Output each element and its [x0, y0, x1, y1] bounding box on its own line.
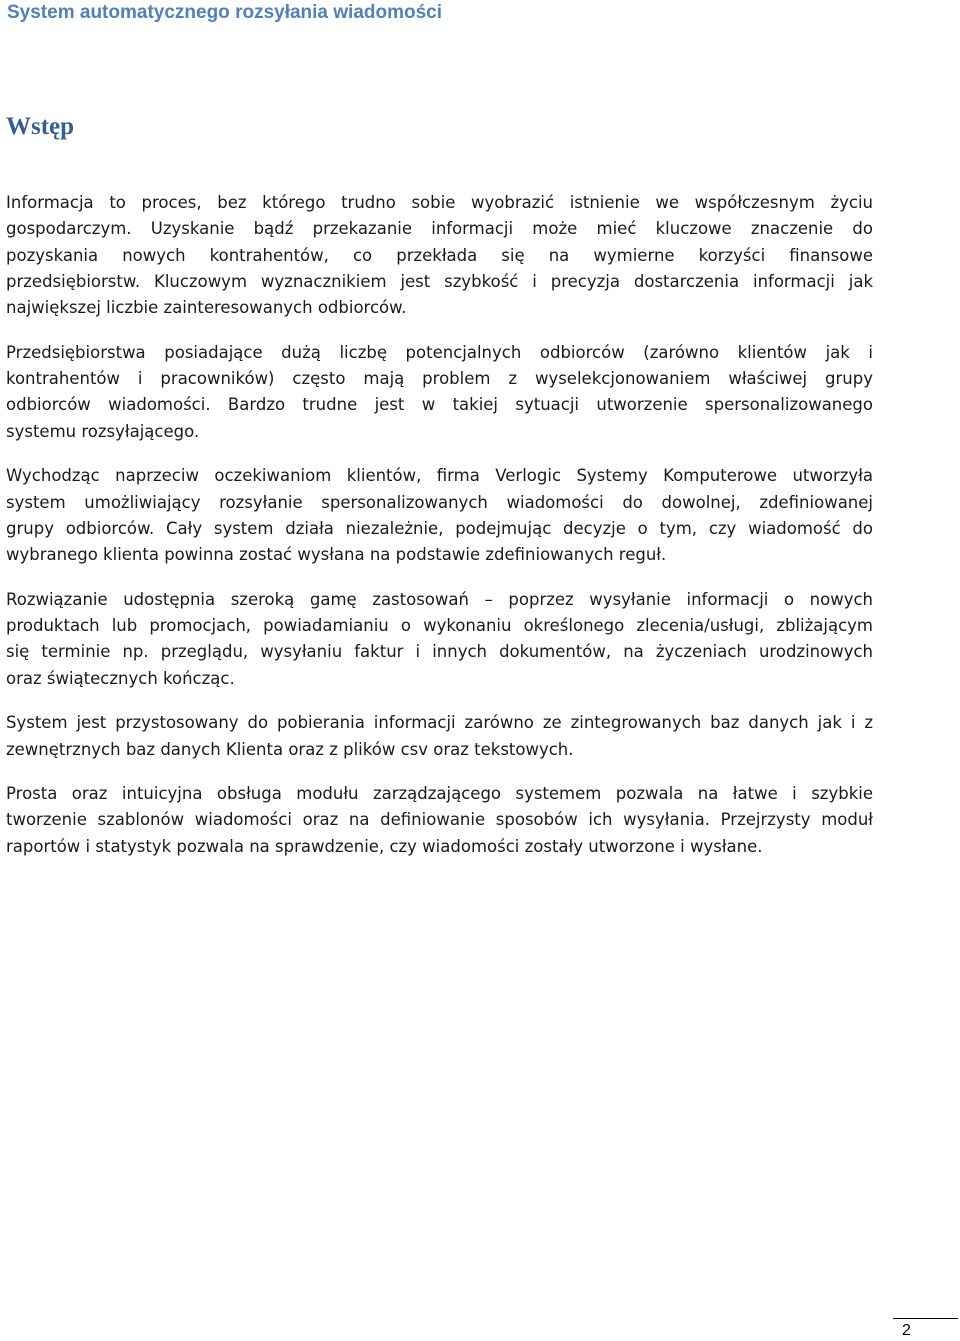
text-line: grupy odbiorców. Cały system działa niezależnie, podejmując decyzje o tym, czy wiadomość do [6, 518, 873, 538]
section-heading: Wstęp [6, 113, 75, 140]
paragraph-problem [6, 340, 873, 445]
text-line: raportów i statystyk pozwala na sprawdzenie, czy wiadomości zostały utworzone i wysłane. [6, 836, 763, 856]
text-line: zewnętrznych baz danych Klienta oraz z plików csv oraz tekstowych. [6, 739, 574, 759]
paragraph-intro [6, 190, 873, 321]
text-line: gospodarczym. Uzyskanie bądź przekazanie informacji może mieć kluczowe znaczenie do [6, 219, 873, 239]
text-line: się terminie np. przeglądu, wysyłaniu faktur i innych dokumentów, na życzeniach urodzinowych [6, 642, 873, 662]
text-line: odbiorców wiadomości. Bardzo trudne jest w takiej sytuacji utworzenie spersonalizowanego [6, 395, 873, 415]
text-line: Wychodząc naprzeciw oczekiwaniom klientów, firma Verlogic Systemy Komputerowe utworzyła [6, 466, 873, 486]
text-line: wybranego klienta powinna zostać wysłana na podstawie zdefiniowanych reguł. [6, 545, 667, 565]
text-line: oraz świątecznych kończąc. [6, 668, 235, 688]
text-line: pozyskania nowych kontrahentów, co przekłada się na wymierne korzyści finansowe [6, 245, 873, 265]
page-number: 2 [902, 1322, 911, 1339]
text-line: System jest przystosowany do pobierania informacji zarówno ze zintegrowanych baz danych jak i z [6, 713, 873, 733]
text-line: największej liczbie zainteresowanych odbiorców. [6, 298, 407, 318]
paragraph-data-sources [6, 710, 873, 763]
paragraph-solution [6, 463, 873, 568]
text-line: przedsiębiorstw. Kluczowym wyznacznikiem jest szybkość i precyzja dostarczenia informacji jak [6, 271, 873, 291]
text-line: tworzenie szablonów wiadomości oraz na definiowanie sposobów ich wysyłania. Przejrzysty moduł [6, 810, 873, 830]
paragraph-applications [6, 587, 873, 692]
document-body [6, 190, 873, 878]
text-line: Prosta oraz intuicyjna obsługa modułu zarządzającego systemem pozwala na łatwe i szybkie [6, 784, 873, 804]
text-line: kontrahentów i pracowników) często mają problem z wyselekcjonowaniem właściwej grupy [6, 369, 873, 389]
document-header-title: System automatycznego rozsyłania wiadomości [7, 2, 443, 23]
text-line: produktach lub promocjach, powiadamianiu o wykonaniu określonego zlecenia/usługi, zbliżającym [6, 616, 873, 636]
text-line: Przedsiębiorstwa posiadające dużą liczbę potencjalnych odbiorców (zarówno klientów jak i [6, 342, 873, 362]
paragraph-management [6, 781, 873, 860]
text-line: system umożliwiający rozsyłanie spersonalizowanych wiadomości do dowolnej, zdefiniowanej [6, 492, 873, 512]
text-line: Rozwiązanie udostępnia szeroką gamę zastosowań – poprzez wysyłanie informacji o nowych [6, 589, 873, 609]
footer-rule [893, 1318, 958, 1319]
text-line: Informacja to proces, bez którego trudno sobie wyobrazić istnienie we współczesnym życiu [6, 193, 873, 212]
text-line: systemu rozsyłającego. [6, 421, 200, 441]
